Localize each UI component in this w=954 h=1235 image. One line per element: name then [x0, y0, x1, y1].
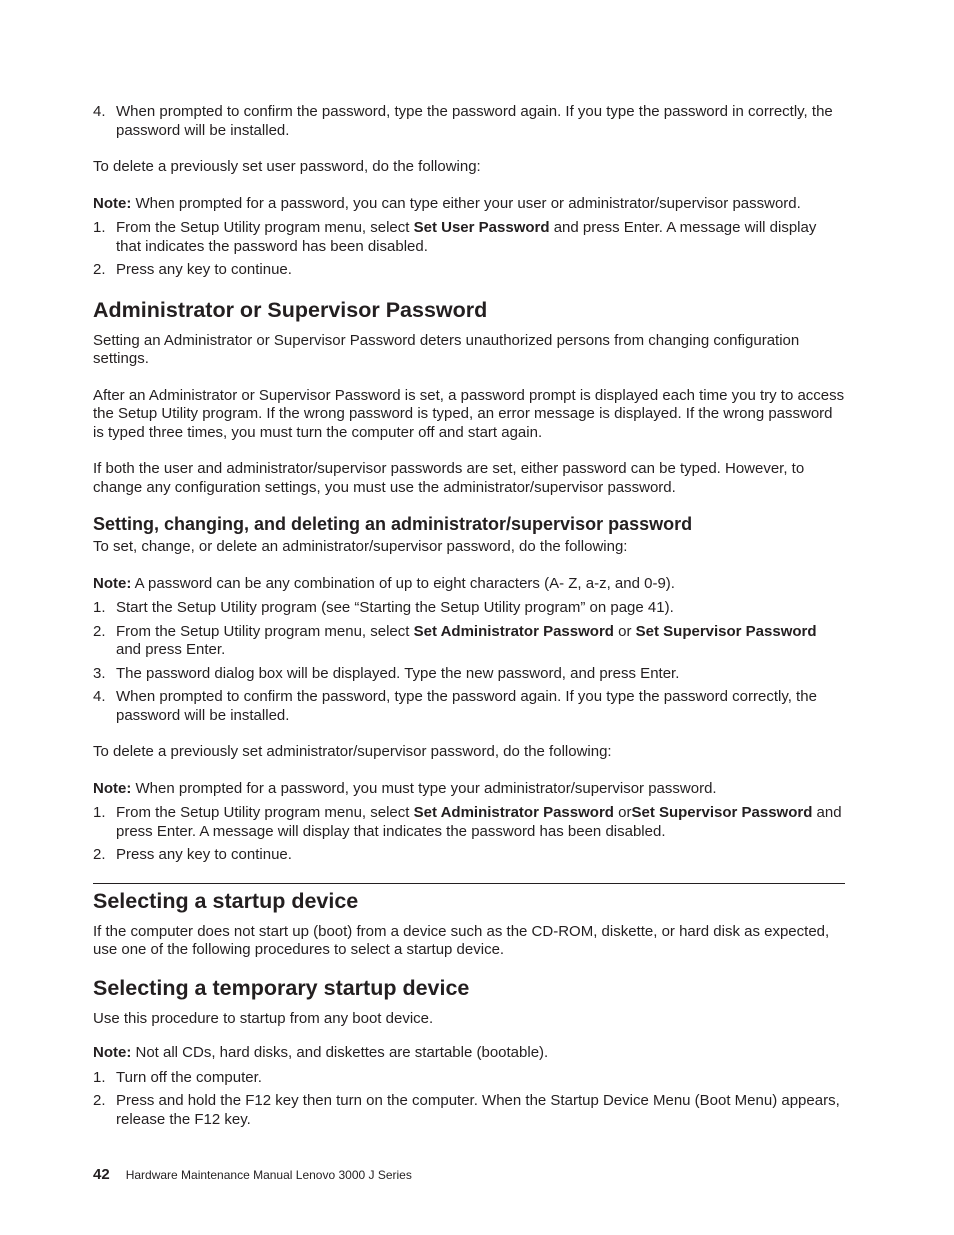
paragraph: After an Administrator or Supervisor Password is set, a password prompt is displayed each time you try to access the Setup Utility program. If the wrong password is typed, an error message is displayed. If the wrong password is typed three times, you must turn the computer off and start again.	[93, 386, 845, 441]
list-item: 1. From the Setup Utility program menu, select Set User Password and press Enter. A message will display that indicates the password has been disabled.	[93, 219, 817, 255]
list-item: 1. From the Setup Utility program menu, select Set Administrator Password orSet Supervisor Password and press Enter. A message will display that indicates the password has been disabled.	[93, 804, 842, 840]
section-heading: Selecting a temporary startup device	[93, 975, 470, 1000]
page-footer	[93, 1166, 412, 1184]
delete-user-password-steps	[93, 219, 845, 280]
list-item: 2. Press any key to continue.	[93, 846, 292, 863]
list-item: 1. Turn off the computer.	[93, 1068, 262, 1086]
set-user-password-steps	[93, 103, 845, 140]
list-item: 4. When prompted to confirm the password, type the password again. If you type the password correctly, the password will be installed.	[93, 688, 817, 724]
list-item: 2. From the Setup Utility program menu, select Set Administrator Password or Set Supervisor Password and press Enter.	[93, 622, 817, 658]
paragraph: To set, change, or delete an administrator/supervisor password, do the following:	[93, 538, 628, 555]
note: Note: When prompted for a password, you can type either your user or administrator/supervisor password.	[93, 194, 801, 212]
note: Note: Not all CDs, hard disks, and diskettes are startable (bootable).	[93, 1044, 549, 1061]
temporary-startup-steps	[93, 1069, 845, 1130]
list-item: 2. Press and hold the F12 key then turn on the computer. When the Startup Device Menu (Boot Menu) appears, release the F12 key.	[93, 1092, 840, 1128]
list-item: 1. Start the Setup Utility program (see “Starting the Setup Utility program” on page 41).	[93, 599, 674, 616]
section-heading: Administrator or Supervisor Password	[93, 297, 488, 322]
set-admin-password-steps	[93, 599, 845, 725]
paragraph: Setting an Administrator or Supervisor Password deters unauthorized persons from changing configuration settings.	[93, 331, 800, 367]
delete-user-password-intro: To delete a previously set user password, do the following:	[93, 158, 481, 175]
page-content	[93, 103, 845, 1134]
manual-title: Hardware Maintenance Manual Lenovo 3000 J Series	[125, 1168, 412, 1182]
list-item: 4. When prompted to confirm the password, type the password again. If you type the password in correctly, the password will be installed.	[93, 103, 833, 139]
paragraph: If the computer does not start up (boot) from a device such as the CD-ROM, diskette, or hard disk as expected, use one of the following procedures to select a startup device.	[93, 922, 830, 958]
list-item: 3. The password dialog box will be displayed. Type the new password, and press Enter.	[93, 664, 680, 682]
subsection-heading: Setting, changing, and deleting an administrator/supervisor password	[93, 514, 693, 534]
section-divider	[93, 883, 845, 884]
paragraph: Use this procedure to startup from any boot device.	[93, 1009, 434, 1027]
delete-admin-password-steps	[93, 804, 845, 865]
note: Note: A password can be any combination of up to eight characters (A- Z, a-z, and 0-9).	[93, 574, 675, 592]
delete-admin-password-intro: To delete a previously set administrator/supervisor password, do the following:	[93, 743, 612, 760]
section-heading: Selecting a startup device	[93, 888, 359, 913]
note: Note: When prompted for a password, you must type your administrator/supervisor password.	[93, 779, 717, 797]
list-item: 2. Press any key to continue.	[93, 261, 292, 278]
paragraph: If both the user and administrator/supervisor passwords are set, either password can be typed. However, to change any configuration settings, you must use the administrator/supervisor password.	[93, 460, 805, 496]
page-number: 42	[93, 1166, 110, 1183]
